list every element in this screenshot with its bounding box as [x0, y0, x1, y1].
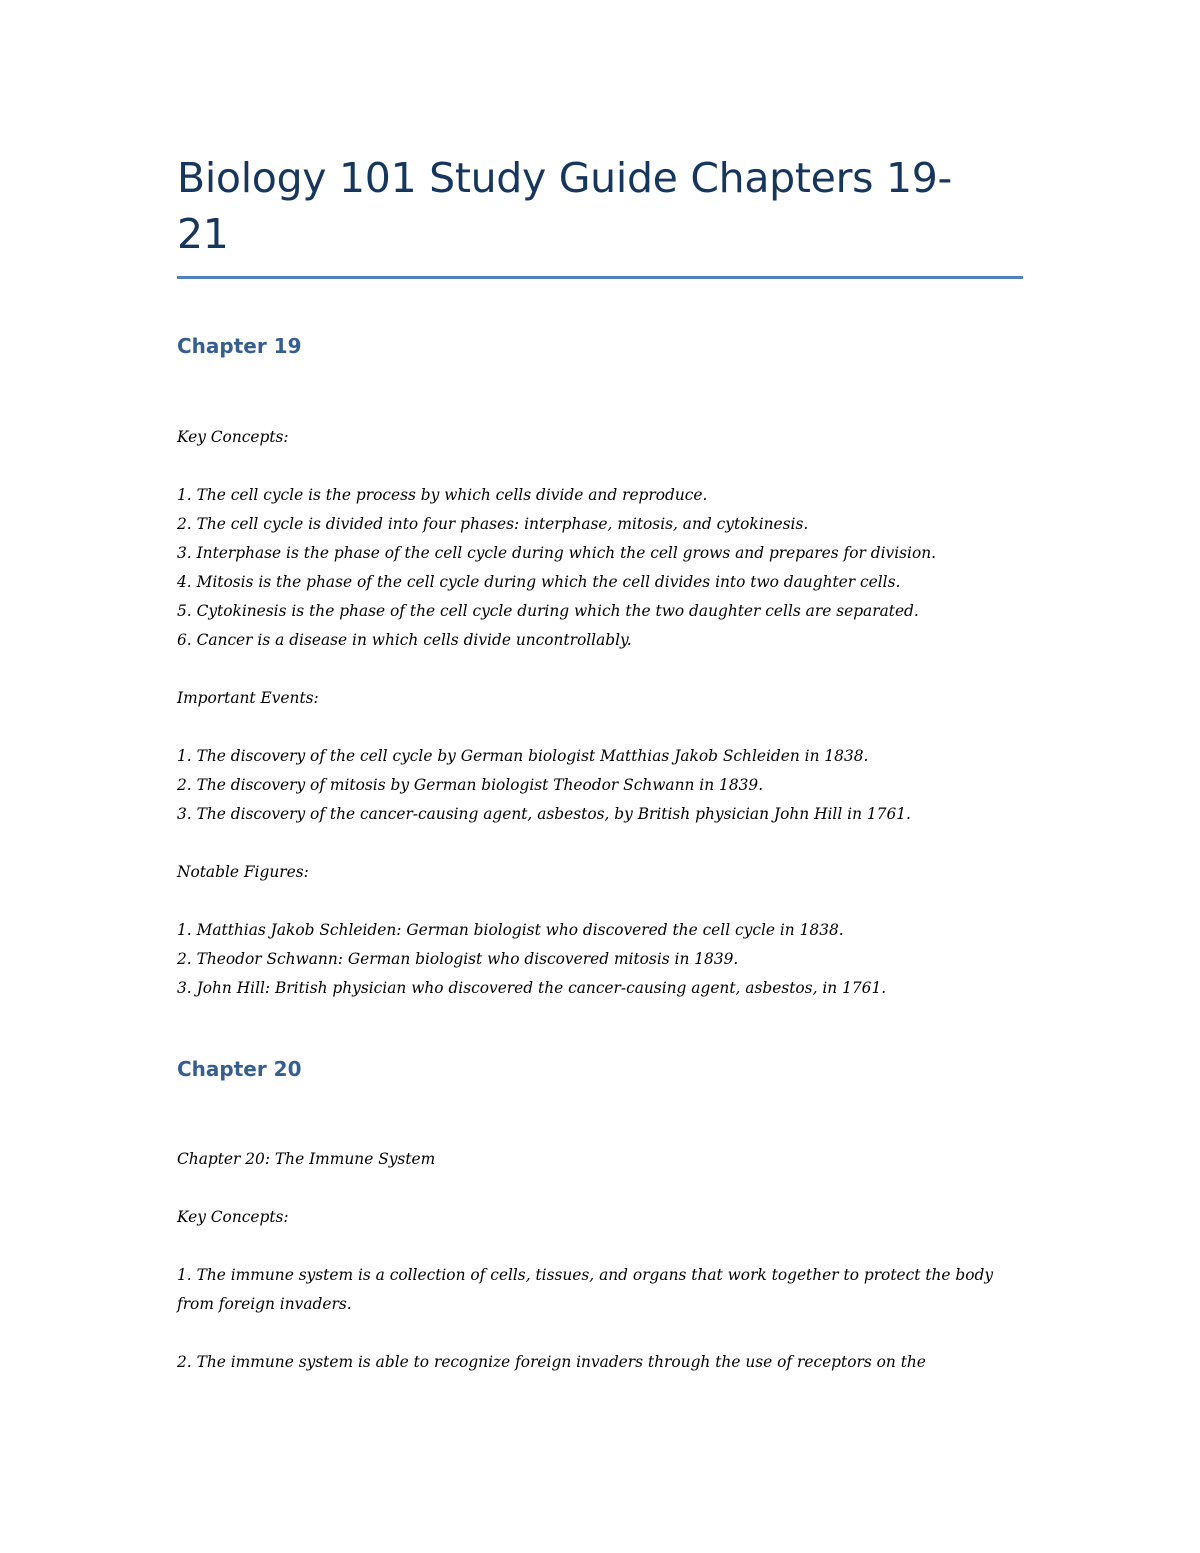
list-item: 3. Interphase is the phase of the cell cycle during which the cell grows and prepares for division.	[177, 544, 937, 562]
list-item: 1. The cell cycle is the process by which cells divide and reproduce.	[177, 486, 708, 504]
list-item: 3. John Hill: British physician who discovered the cancer-causing agent, asbestos, in 1761.	[177, 979, 887, 997]
chapter-19-notable-figures-label: Notable Figures:	[177, 863, 309, 881]
chapter-19-key-concepts-list	[177, 481, 1027, 655]
chapter-19-heading: Chapter 19	[177, 334, 302, 358]
list-item: 1. Matthias Jakob Schleiden: German biologist who discovered the cell cycle in 1838.	[177, 921, 844, 939]
document-title: Biology 101 Study Guide Chapters 19-21	[177, 154, 953, 258]
list-item: 5. Cytokinesis is the phase of the cell cycle during which the two daughter cells are separated.	[177, 602, 919, 620]
chapter-20-key-concepts-list	[177, 1261, 1027, 1377]
list-item: 6. Cancer is a disease in which cells divide uncontrollably.	[177, 631, 632, 649]
chapter-20-key-concepts-label: Key Concepts:	[177, 1208, 289, 1226]
title-underline	[177, 276, 1023, 279]
chapter-20-subtitle: Chapter 20: The Immune System	[177, 1150, 436, 1168]
chapter-19-important-events-list	[177, 742, 1027, 829]
chapter-19-important-events-label: Important Events:	[177, 689, 319, 707]
chapter-19-key-concepts-label: Key Concepts:	[177, 428, 289, 446]
list-item: 2. The cell cycle is divided into four phases: interphase, mitosis, and cytokinesis.	[177, 515, 809, 533]
list-item: 1. The discovery of the cell cycle by German biologist Matthias Jakob Schleiden in 1838.	[177, 747, 869, 765]
list-item: 2. Theodor Schwann: German biologist who discovered mitosis in 1839.	[177, 950, 739, 968]
list-item: 3. The discovery of the cancer-causing agent, asbestos, by British physician John Hill in 1761.	[177, 805, 911, 823]
list-item: 1. The immune system is a collection of cells, tissues, and organs that work together to protect the body from foreign invaders.	[177, 1266, 994, 1313]
chapter-20-heading: Chapter 20	[177, 1057, 302, 1081]
list-item: 4. Mitosis is the phase of the cell cycle during which the cell divides into two daughter cells.	[177, 573, 901, 591]
list-item: 2. The discovery of mitosis by German biologist Theodor Schwann in 1839.	[177, 776, 764, 794]
document-page	[177, 150, 1027, 1377]
list-item: 2. The immune system is able to recognize foreign invaders through the use of receptors on the	[177, 1353, 926, 1371]
chapter-19-notable-figures-list	[177, 916, 1027, 1003]
